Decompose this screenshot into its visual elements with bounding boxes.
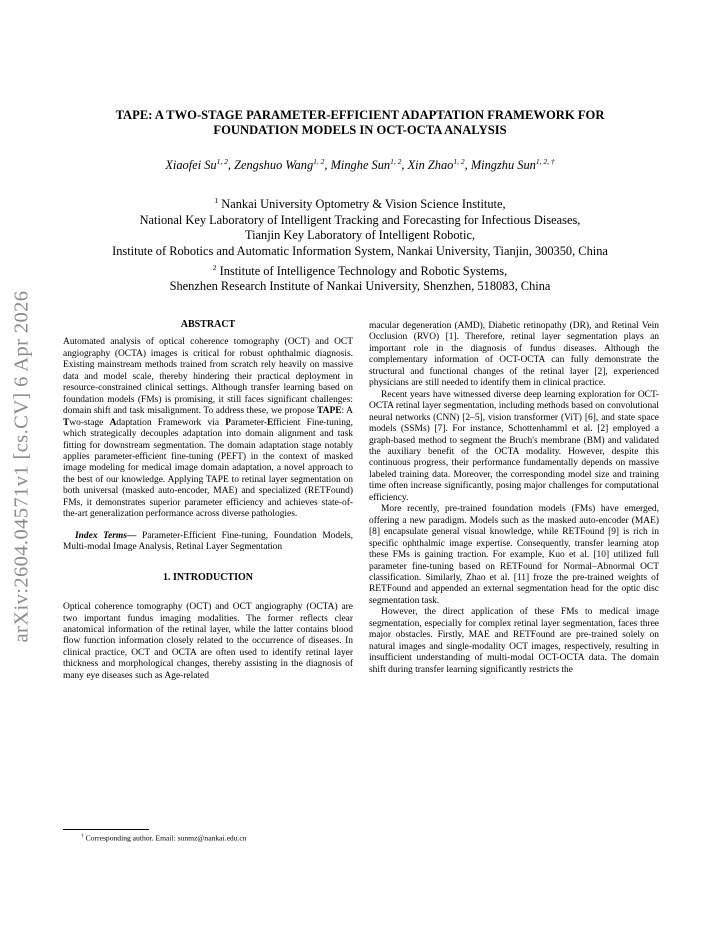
affiliation-line: Shenzhen Research Institute of Nankai University, Shenzhen, 518083, China [169,279,551,294]
left-column [63,319,353,682]
affiliation-line: Institute of Robotics and Automatic Information System, Nankai University, Tianjin, 300350, China [112,243,608,258]
affiliation-line: National Key Laboratory of Intelligent Tracking and Forecasting for Infectious Diseases, [139,212,581,227]
author: Mingzhu Sun$^{1, 2, \dagger}$ [470,157,555,173]
abstract-text: Automated analysis of optical coherence tomography (OCT) and OCT angiography (OCTA) images is critical for robust ophthalmic diagnosis. Existing mainstream methods trained from scratch rely heavily on massive data and model scale, thereby hindering their practical deployment in resource-constrained clinical settings. Although transfer learning based on foundation models (FMs) is promising, it still faces significant challenges: domain shift and task misalignment. To address these, we propose TAPE: A Two-stage Adaptation Framework via Parameter-Efficient Fine-tuning, which strategically decouples adaptation into domain alignment and task fitting for downstream segmentation. The domain adaptation stage notably applies parameter-efficient fine-tuning (PEFT) in the context of masked image modeling for medical image domain adaptation, a novel approach to the best of our knowledge. Applying TAPE to retinal layer segmentation on both universal (masked auto-encoder, MAE) and specialized (RETFound) FMs, it demonstrates superior parameter efficiency and achieves state-of-the-art generalization performance across diverse pathologies. [63,337,353,520]
abstract-heading: ABSTRACT [180,319,236,330]
author-list [70,157,650,173]
affiliations: $^1$ Nankai University Optometry & Vision Science Institute, National Key Laboratory of Intelligent Tracking and Forecasting for Infectious Diseases, Tianjin Key Laboratory of Intelligent Robotic, Institute of Robotics and Automatic Information System, Nankai University, Tianjin, 300350, China $^2$ Institute of Intelligence Technology and Robotic Systems, Shenzhen Research Institute of Nankai University, Shenzhen, 518083, China [112,196,608,294]
affiliation-line: Nankai University Optometry & Vision Science Institute, [218,197,506,212]
introduction-heading: 1. INTRODUCTION [162,571,253,583]
body-paragraph: Recent years have witnessed diverse deep learning exploration for OCT-OCTA retinal layer segmentation, including methods based on convolutional neural networks (CNN) [2–5], vision transformer (ViT) [6], and state space models (SSMs) [7]. For instance, Schottenhamml et al. [2] employed a graph-based method to segment the Bruch's membrane (BM) and validated the auxiliary benefit of the OCTA modality. However, despite this continuous progress, their performance fundamentally depends on massive labeled training data. Moreover, the corresponding model size and training time often increase significantly, posing major challenges for computational efficiency. [369,389,659,503]
footnote-rule [63,829,149,830]
paper-title [70,108,650,138]
index-terms-label: Index Terms— [75,530,137,541]
footnote: † Corresponding author. Email: sunmz@nankai.edu.cn [81,833,247,843]
index-terms: Index Terms— Parameter-Efficient Fine-tuning, Foundation Models, Multi-modal Image Analysis, Retinal Layer Segmentation [63,530,353,553]
author: Zengshuo Wang$^{1, 2}$, [234,157,331,173]
author: Xiaofei Su$^{1, 2}$, [165,157,235,173]
body-paragraph: However, the direct application of these FMs to medical image segmentation, especially for complex retinal layer segmentation, faces three major obstacles. Firstly, MAE and RETFound are pre-trained solely on natural images and single-modality OCT images, respectively, resulting in insufficient understanding of multi-modal OCT-OCTA data. The domain shift during transfer learning significantly restricts the [369,607,659,675]
affiliation-line: Institute of Intelligence Technology and Robotic Systems, [216,263,508,278]
right-column [369,321,659,676]
affiliation-line: Tianjin Key Laboratory of Intelligent Robotic, [244,228,476,243]
intro-paragraph: Optical coherence tomography (OCT) and OCT angiography (OCTA) are two important fundus imaging modalities. The former reflects clear anatomical information of the retinal layer, while the latter contains blood flow function information closely related to the occurrence of diseases. In clinical practice, OCT and OCTA are often used to identify retinal layer thickness and morphological changes, thereby assisting in the diagnosis of many eye diseases such as Age-related [63,602,353,681]
title-line-1: TAPE: A TWO-STAGE PARAMETER-EFFICIENT ADAPTATION FRAMEWORK FOR [115,108,605,122]
body-paragraph: macular degeneration (AMD), Diabetic retinopathy (DR), and Retinal Vein Occlusion (RVO) [1]. Therefore, retinal layer segmentation plays an important role in the diagnosis of fundus diseases. Although the complementary information of OCT-OCTA can fully demonstrate the structural and functional changes of the retinal layer [2], experienced physicians are still needed to identify them in clinical practice. [369,321,659,389]
title-line-2: FOUNDATION MODELS IN OCT-OCTA ANALYSIS [213,123,507,137]
author: Minghe Sun$^{1, 2}$, [330,157,408,173]
author: Xin Zhao$^{1, 2}$, [407,157,471,173]
arxiv-identifier-sidebar [2,0,42,932]
body-paragraph: More recently, pre-trained foundation models (FMs) have emerged, offering a new paradigm. Models such as the masked auto-encoder (MAE) [8] encapsulate general visual knowledge, while RETFound [9] is rich in specific ophthalmic image expertise. Consequently, transfer learning atop these FMs is gaining traction. For example, Kuo et al. [10] utilized full parameter fine-tuning based on RETFound for Normal–Abnormal OCT classification. Similarly, Zhao et al. [11] froze the pre-trained weights of RETFound and appended an external segmentation head for the optic disc segmentation task. [369,504,659,606]
arxiv-id: arXiv:2604.04571v1 [cs.CV] 6 Apr 2026 [10,290,33,642]
